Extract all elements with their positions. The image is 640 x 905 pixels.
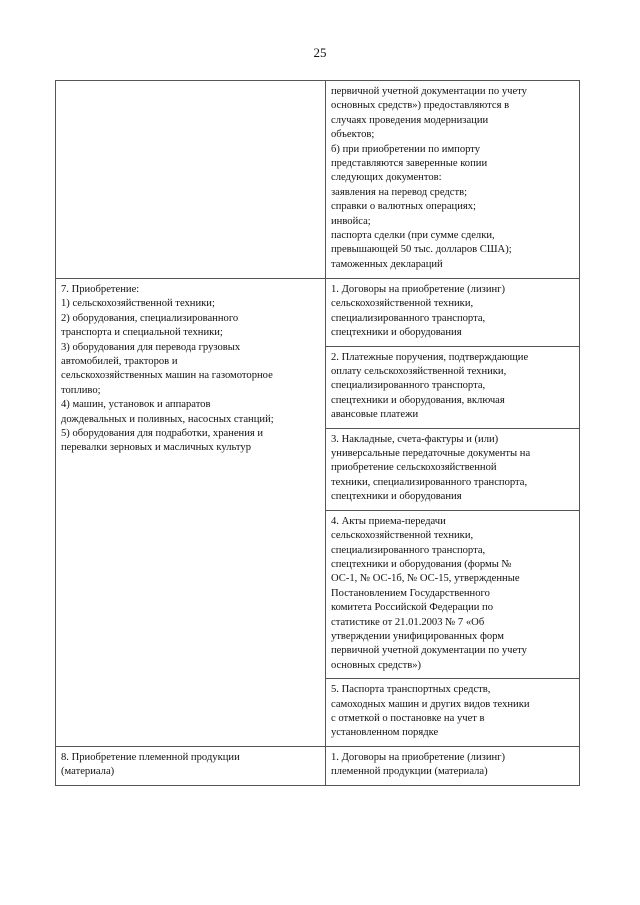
cell-line: спецтехники и оборудования, включая — [331, 394, 505, 406]
cell-line: сельскохозяйственных машин на газомоторное — [61, 370, 273, 382]
cell-line: племенной продукции (материала) — [331, 766, 488, 778]
cell-line: дождевальных и поливных, насосных станций; — [61, 413, 274, 425]
cell-line: б) при приобретении по импорту — [331, 143, 481, 155]
cell-line: специализированного транспорта, — [331, 380, 486, 392]
cell-line: сельскохозяйственной техники, — [331, 530, 474, 542]
cell-line: 5. Паспорта транспортных средств, — [331, 684, 491, 696]
table-cell-right — [326, 346, 580, 428]
cell-line: 1) сельскохозяйственной техники; — [61, 298, 215, 310]
cell-line: (материала) — [61, 766, 115, 778]
cell-line: топливо; — [61, 384, 101, 396]
cell-line: 3) оборудования для перевода грузовых — [61, 341, 241, 353]
cell-line: следующих документов: — [331, 172, 442, 184]
cell-line: первичной учетной документации по учету — [331, 645, 527, 657]
cell-line: спецтехники и оборудования — [331, 491, 462, 503]
cell-line: паспорта сделки (при сумме сделки, — [331, 230, 495, 242]
cell-line: 4. Акты приема-передачи — [331, 515, 446, 527]
cell-line: специализированного транспорта, — [331, 312, 486, 324]
page-number: 25 — [313, 45, 327, 60]
cell-line: первичной учетной документации по учету — [331, 86, 527, 97]
table-cell-right — [326, 81, 580, 279]
cell-line: с отметкой о постановке на учет в — [331, 712, 485, 724]
cell-line: специализированного транспорта, — [331, 544, 486, 556]
cell-line: перевалки зерновых и масличных культур — [61, 442, 251, 454]
cell-line: 5) оборудования для подработки, хранения и — [61, 428, 264, 440]
table-cell-left — [56, 81, 326, 279]
cell-line: транспорта и специальной техники; — [61, 327, 223, 339]
cell-line: 4) машин, установок и аппаратов — [61, 399, 211, 411]
cell-line: утверждении унифицированных форм — [331, 630, 505, 642]
cell-line: 7. Приобретение: — [61, 284, 140, 295]
cell-line: самоходных машин и других видов техники — [331, 698, 530, 710]
table-cell-right — [326, 279, 580, 347]
cell-line: основных средств») предоставляются в — [331, 100, 510, 112]
cell-line: 3. Накладные, счета-фактуры и (или) — [331, 433, 499, 445]
cell-line: основных средств») — [331, 659, 422, 671]
table-cell-right — [326, 746, 580, 785]
cell-line: автомобилей, тракторов и — [61, 356, 178, 368]
cell-line: комитета Российской Федерации по — [331, 602, 494, 614]
cell-line: установленном порядке — [331, 727, 439, 739]
cell-line: 1. Договоры на приобретение (лизинг) — [331, 751, 506, 763]
table-cell-right — [326, 510, 580, 678]
cell-line: таможенных деклараций — [331, 258, 443, 270]
table-row — [56, 81, 580, 279]
table-cell-left — [56, 746, 326, 785]
table-cell-right — [326, 428, 580, 510]
cell-line: превышающей 50 тыс. долларов США); — [331, 244, 512, 256]
cell-line: спецтехники и оборудования (формы № — [331, 558, 512, 570]
cell-line: инвойса; — [331, 215, 371, 227]
cell-line: авансовые платежи — [331, 409, 419, 421]
cell-line: спецтехники и оборудования — [331, 327, 462, 339]
cell-line: случаях проведения модернизации — [331, 114, 489, 126]
documents-table — [55, 80, 580, 786]
cell-line: 1. Договоры на приобретение (лизинг) — [331, 284, 506, 295]
cell-line: заявления на перевод средств; — [331, 186, 468, 198]
cell-line: справки о валютных операциях; — [331, 201, 476, 213]
cell-line: 2) оборудования, специализированного — [61, 312, 239, 324]
table-cell-left — [56, 279, 326, 747]
cell-line: представляются заверенные копии — [331, 158, 488, 170]
cell-line: оплату сельскохозяйственной техники, — [331, 366, 507, 378]
cell-line: 8. Приобретение племенной продукции — [61, 751, 240, 763]
cell-line: 2. Платежные поручения, подтверждающие — [331, 351, 529, 363]
cell-line: техники, специализированного транспорта, — [331, 476, 528, 488]
cell-line: объектов; — [331, 129, 375, 141]
cell-line: приобретение сельскохозяйственной — [331, 462, 497, 474]
table-row — [56, 746, 580, 785]
table-row — [56, 279, 580, 347]
cell-line: сельскохозяйственной техники, — [331, 298, 474, 310]
cell-line: статистике от 21.01.2003 № 7 «Об — [331, 616, 485, 628]
cell-line: универсальные передаточные документы на — [331, 448, 531, 460]
table-cell-right — [326, 679, 580, 747]
cell-line: Постановлением Государственного — [331, 587, 490, 599]
cell-line: ОС-1, № ОС-1б, № ОС-15, утвержденные — [331, 573, 520, 585]
